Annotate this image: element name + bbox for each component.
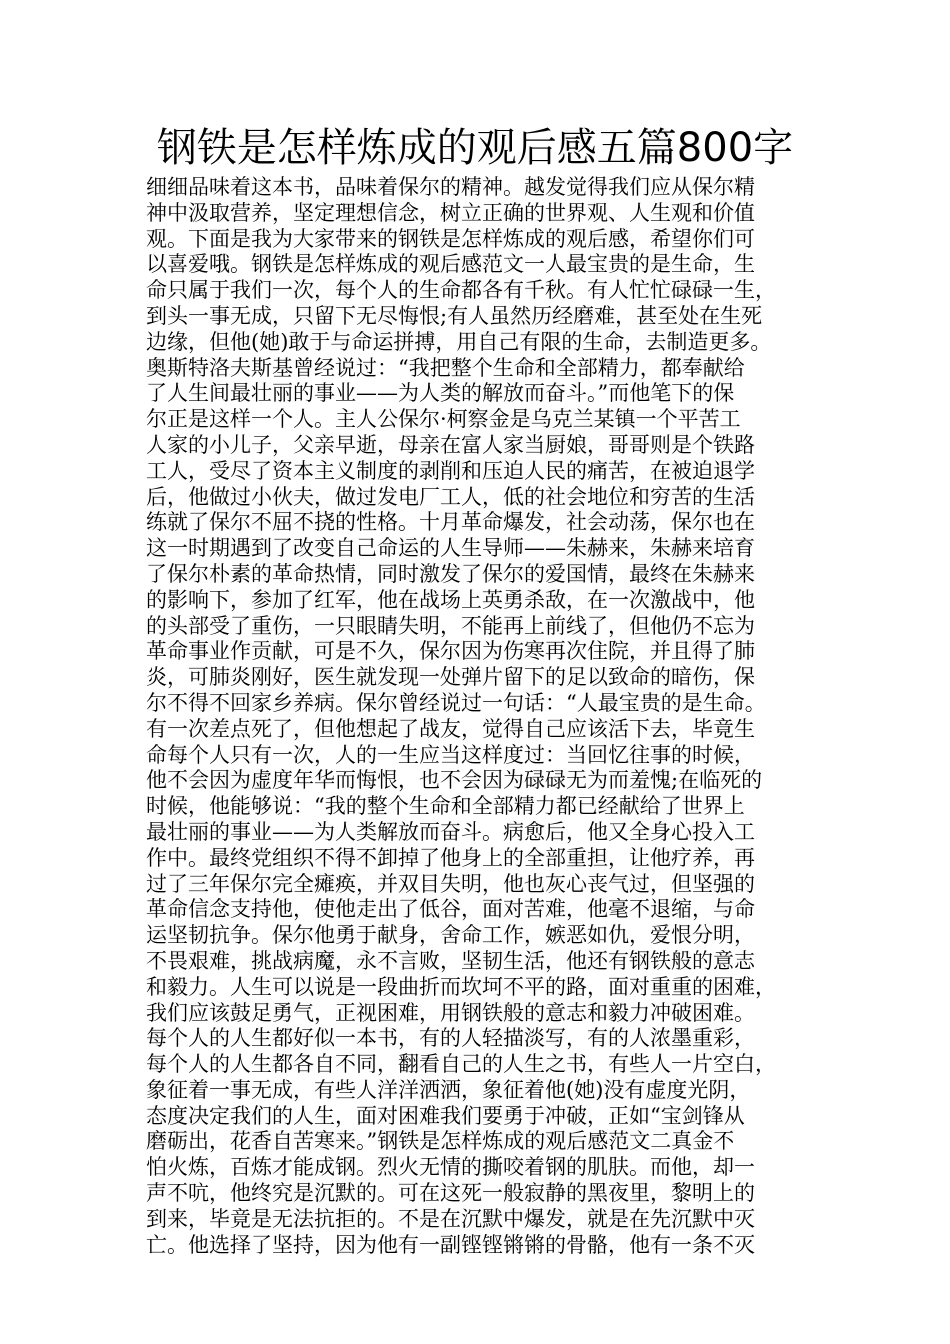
body-text-line: 态度决定我们的人生，面对困难我们要勇于冲破，正如“宝剑锋从: [146, 1103, 745, 1128]
body-text-line: 作中。最终党组织不得不卸掉了他身上的全部重担，让他疗养，再: [146, 845, 755, 870]
body-text-line: 声不吭，他终究是沉默的。可在这死一般寂静的黑夜里，黎明上的: [146, 1181, 755, 1206]
body-text-line: 细细品味着这本书，品味着保尔的精神。越发觉得我们应从保尔精: [146, 175, 755, 199]
body-text-line: 边缘，但他(她)敢于与命运拼搏，用自己有限的生命，去制造更多。: [146, 329, 772, 354]
body-text-line: 和毅力。人生可以说是一段曲折而坎坷不平的路，面对重重的困难，: [146, 974, 776, 999]
body-text-line: 亡。他选择了坚持，因为他有一副铿铿锵锵的骨骼，他有一条不灭: [146, 1232, 755, 1257]
body-text-line: 这一时期遇到了改变自己命运的人生导师——朱赫来，朱赫来培育: [146, 536, 755, 561]
body-text-line: 到头一事无成，只留下无尽悔恨;有人虽然历经磨难，甚至处在生死: [146, 303, 763, 328]
body-text-line: 时候，他能够说：“我的整个生命和全部精力都已经献给了世界上: [146, 794, 745, 819]
body-text-line: 了人生间最壮丽的事业——为人类的解放而奋斗。”而他笔下的保: [146, 381, 735, 406]
body-text-line: 不畏艰难，挑战病魔，永不言败，坚韧生活，他还有钢铁般的意志: [146, 948, 755, 973]
body-text-line: 每个人的人生都好似一本书，有的人轻描淡写，有的人浓墨重彩，: [146, 1026, 755, 1051]
body-text-line: 尔正是这样一个人。主人公保尔·柯察金是乌克兰某镇一个平苦工: [146, 407, 741, 432]
document-title: 钢铁是怎样炼成的观后感五篇800字: [156, 125, 794, 171]
body-text-line: 革命事业作贡献，可是不久，保尔因为伤寒再次住院，并且得了肺: [146, 639, 755, 664]
body-text-line: 有一次差点死了，但他想起了战友，觉得自己应该活下去，毕竟生: [146, 716, 755, 741]
body-text-line: 以喜爱哦。钢铁是怎样炼成的观后感范文一人最宝贵的是生命，生: [146, 252, 755, 277]
body-text-line: 最壮丽的事业——为人类解放而奋斗。病愈后，他又全身心投入工: [146, 819, 755, 844]
body-text-line: 的头部受了重伤，一只眼睛失明，不能再上前线了，但他仍不忘为: [146, 613, 755, 638]
body-text-line: 磨砺出，花香自苦寒来。”钢铁是怎样炼成的观后感范文二真金不: [146, 1129, 735, 1154]
body-text-line: 了保尔朴素的革命热情，同时激发了保尔的爱国情，最终在朱赫来: [146, 561, 755, 586]
body-text-line: 运坚韧抗争。保尔他勇于献身，舍命工作，嫉恶如仇，爱恨分明，: [146, 923, 755, 948]
body-text-line: 的影响下，参加了红军，他在战场上英勇杀敌，在一次激战中，他: [146, 587, 755, 612]
body-text-line: 革命信念支持他，使他走出了低谷，面对苦难，他毫不退缩，与命: [146, 897, 755, 922]
body-text-line: 尔不得不回家乡养病。保尔曾经说过一句话：“人最宝贵的是生命。: [146, 690, 766, 715]
body-text-line: 人家的小儿子，父亲早逝，母亲在富人家当厨娘，哥哥则是个铁路: [146, 432, 755, 457]
body-text-line: 后，他做过小伙夫，做过发电厂工人，低的社会地位和穷苦的生活: [146, 484, 755, 509]
body-text-line: 我们应该鼓足勇气，正视困难，用钢铁般的意志和毅力冲破困难。: [146, 1000, 755, 1025]
body-text-line: 工人，受尽了资本主义制度的剥削和压迫人民的痛苦，在被迫退学: [146, 458, 755, 483]
body-text-line: 到来，毕竟是无法抗拒的。不是在沉默中爆发，就是在先沉默中灭: [146, 1206, 755, 1231]
body-text-line: 每个人的人生都各自不同，翻看自己的人生之书，有些人一片空白，: [146, 1052, 776, 1077]
body-text-line: 怕火炼，百炼才能成钢。烈火无情的撕咬着钢的肌肤。而他，却一: [146, 1155, 755, 1180]
body-text-line: 神中汲取营养，坚定理想信念，树立正确的世界观、人生观和价值: [146, 200, 755, 225]
body-text-line: 命只属于我们一次，每个人的生命都各有千秋。有人忙忙碌碌一生，: [146, 278, 776, 303]
body-text-line: 过了三年保尔完全瘫痪，并双目失明，他也灰心丧气过，但坚强的: [146, 871, 755, 896]
body-text-line: 炎，可肺炎刚好，医生就发现一处弹片留下的足以致命的暗伤，保: [146, 665, 755, 690]
body-text-line: 象征着一事无成，有些人洋洋洒洒，象征着他(她)没有虚度光阴，: [146, 1077, 751, 1102]
body-text-line: 奥斯特洛夫斯基曾经说过：“我把整个生命和全部精力，都奉献给: [146, 355, 745, 380]
body-text-line: 练就了保尔不屈不挠的性格。十月革命爆发，社会动荡，保尔也在: [146, 510, 755, 535]
body-text-line: 命每个人只有一次，人的一生应当这样度过：当回忆往事的时候，: [146, 742, 755, 767]
body-text-line: 观。下面是我为大家带来的钢铁是怎样炼成的观后感，希望你们可: [146, 226, 755, 251]
document-body: [146, 175, 816, 1258]
body-text-line: 他不会因为虚度年华而悔恨，也不会因为碌碌无为而羞愧;在临死的: [146, 768, 763, 793]
